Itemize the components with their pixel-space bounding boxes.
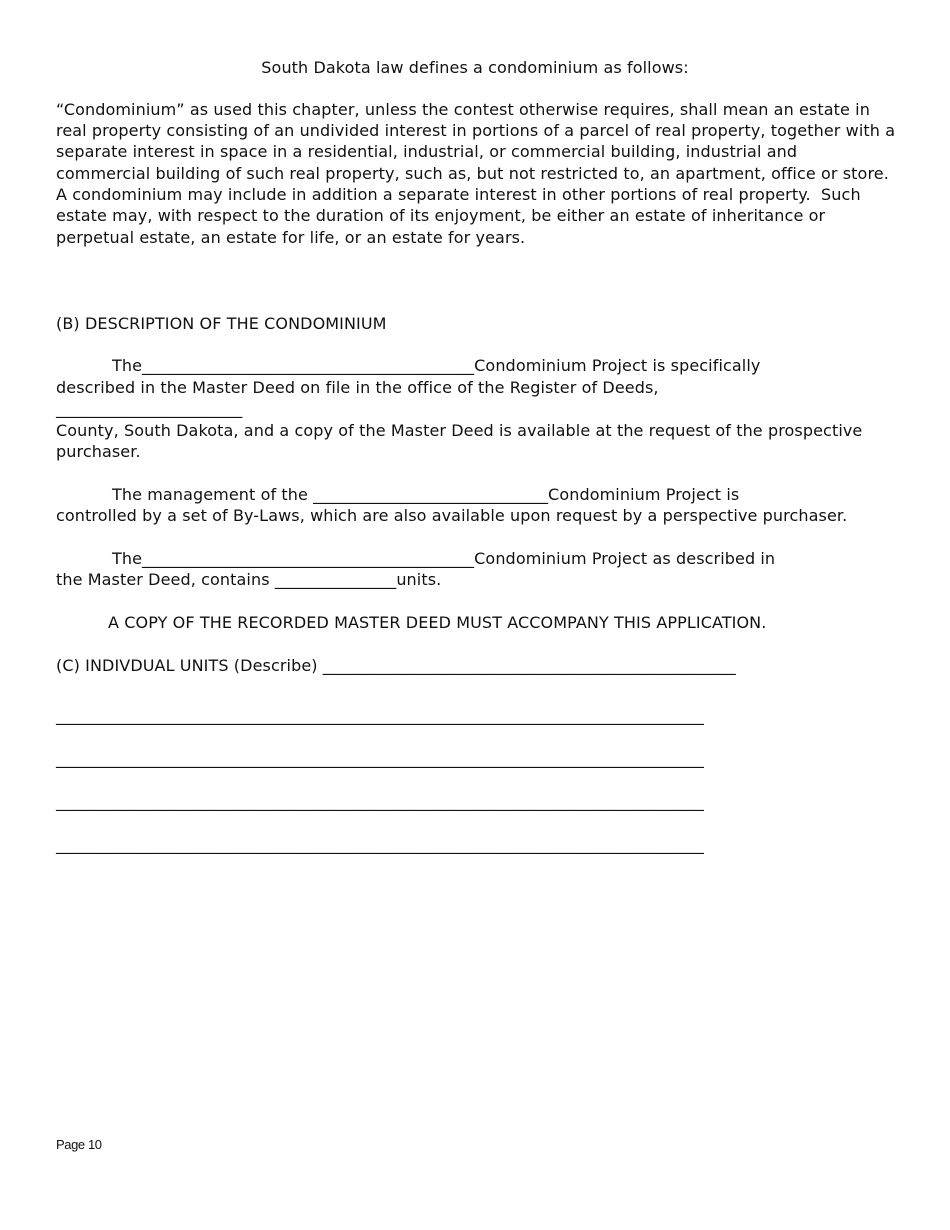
section-b-para3-line-2: the Master Deed, contains _______________units. — [56, 570, 442, 589]
section-b-para1-line-1: The_________________________________________Condominium Project is specifically — [112, 356, 761, 375]
page-number: Page 10 — [56, 1137, 102, 1152]
section-b-para1-line-5: purchaser. — [56, 442, 141, 461]
section-b-para1-line-2: described in the Master Deed on file in the office of the Register of Deeds, — [56, 378, 659, 397]
units-blank-line-1: ________________________________________________________________________________ — [56, 706, 704, 725]
section-b-para3-line-1: The_________________________________________Condominium Project as described in — [112, 549, 776, 568]
definition-line-6: estate may, with respect to the duration of its enjoyment, be either an estate of inheritance or — [56, 206, 826, 225]
definition-line-7: perpetual estate, an estate for life, or an estate for years. — [56, 228, 526, 247]
section-b-heading: (B) DESCRIPTION OF THE CONDOMINIUM — [56, 314, 387, 333]
register-county-blank: _______________________ — [56, 399, 243, 418]
definition-line-2: real property consisting of an undivided interest in portions of a parcel of real property, together with a — [56, 121, 896, 140]
intro-heading: South Dakota law defines a condominium as follows: — [261, 58, 689, 77]
units-blank-line-4: ________________________________________________________________________________ — [56, 835, 704, 854]
section-b-para1-line-4: County, South Dakota, and a copy of the Master Deed is available at the request of the prospective — [56, 421, 863, 440]
units-blank-line-2: ________________________________________________________________________________ — [56, 749, 704, 768]
section-c-heading: (C) INDIVDUAL UNITS (Describe) ___________________________________________________ — [56, 656, 736, 675]
master-deed-notice: A COPY OF THE RECORDED MASTER DEED MUST ACCOMPANY THIS APPLICATION. — [108, 613, 767, 632]
definition-line-1: “Condominium” as used this chapter, unless the contest otherwise requires, shall mean an estate in — [56, 100, 870, 119]
definition-line-3: separate interest in space in a residential, industrial, or commercial building, industrial and — [56, 142, 798, 161]
units-blank-line-3: ________________________________________________________________________________ — [56, 792, 704, 811]
section-b-para2-line-1: The management of the _____________________________Condominium Project is — [112, 485, 740, 504]
definition-line-5: A condominium may include in addition a separate interest in other portions of real property. Such — [56, 185, 861, 204]
definition-line-4: commercial building of such real property, such as, but not restricted to, an apartment, office or store. — [56, 164, 889, 183]
section-b-para2-line-2: controlled by a set of By-Laws, which are also available upon request by a perspective purchaser. — [56, 506, 848, 525]
